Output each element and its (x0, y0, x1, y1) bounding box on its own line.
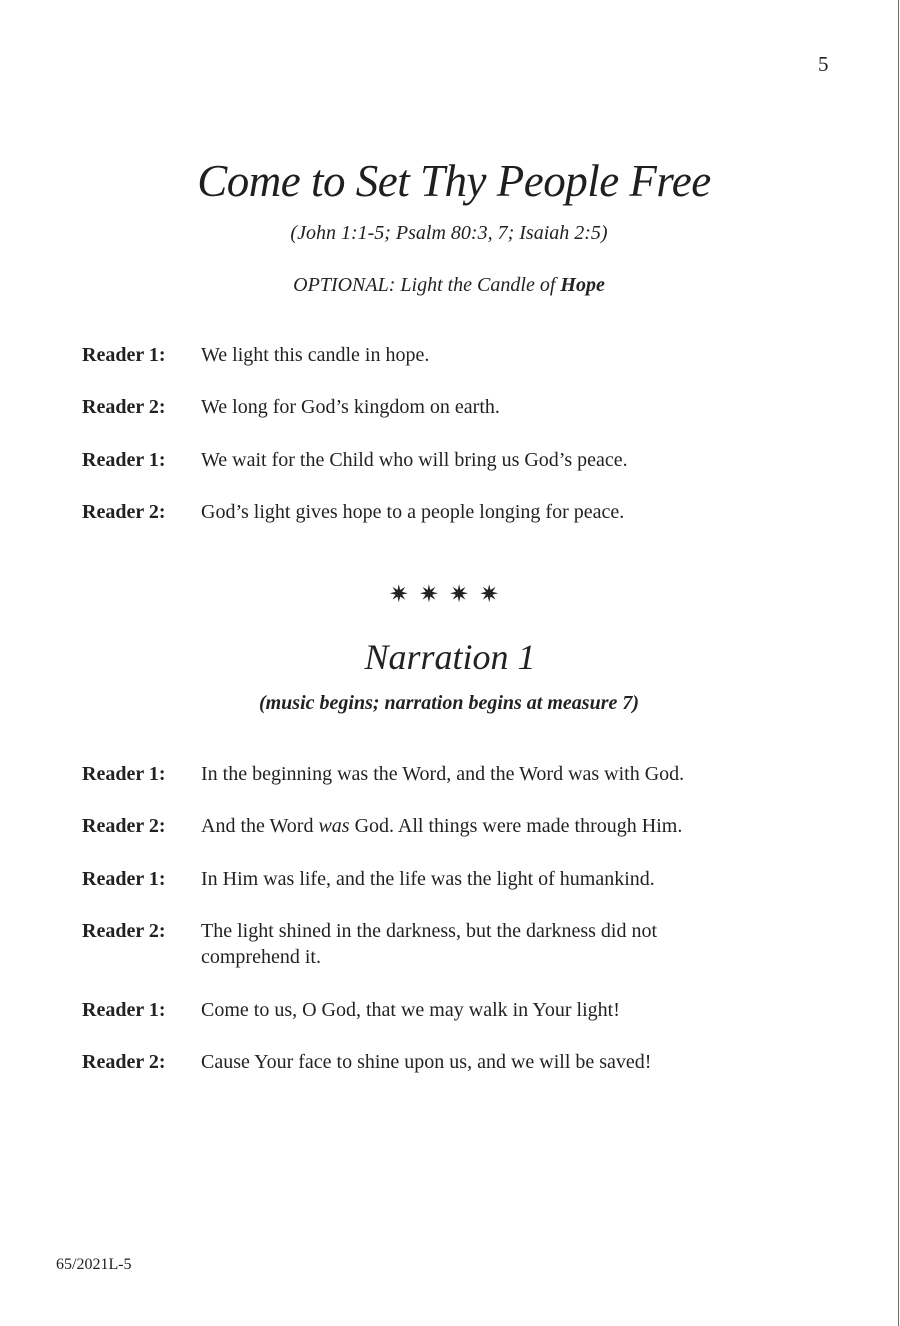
scripture-reference: (John 1:1-5; Psalm 80:3, 7; Isaiah 2:5) (290, 222, 608, 244)
speaker-label: Reader 1: (82, 999, 166, 1021)
speaker-label: Reader 2: (82, 1051, 166, 1073)
reading-text-part: God. All things were made through Him. (349, 815, 683, 837)
speaker-label: Reader 1: (82, 449, 166, 471)
reading-text: In the beginning was the Word, and the Word was with God. (201, 763, 685, 785)
reading-text: Cause Your face to shine upon us, and we will be saved! (201, 1051, 652, 1073)
speaker-label: Reader 1: (82, 868, 166, 890)
reading-text (201, 813, 761, 839)
reading-text-italic: was (318, 815, 350, 837)
speaker-label: Reader 2: (82, 501, 166, 523)
reading-text: The light shined in the darkness, but the darkness did not comprehend it. (201, 920, 658, 968)
reading-text: We wait for the Child who will bring us God’s peace. (201, 449, 628, 471)
reading-text: We light this candle in hope. (201, 344, 430, 366)
reading-text: Come to us, O God, that we may walk in Your light! (201, 999, 620, 1021)
reading-text: We long for God’s kingdom on earth. (201, 396, 500, 418)
speaker-label: Reader 1: (82, 763, 166, 785)
speaker-label: Reader 2: (82, 815, 166, 837)
section-divider-stars: ✷✷✷✷ (388, 582, 510, 608)
speaker-label: Reader 1: (82, 344, 166, 366)
reading-text: God’s light gives hope to a people longing for peace. (201, 501, 625, 523)
narration-title: Narration 1 (364, 637, 536, 677)
reading-text: In Him was life, and the life was the light of humankind. (201, 868, 655, 890)
optional-instruction-emphasis: Hope (560, 274, 605, 296)
page-number: 5 (818, 52, 829, 76)
footer-code: 65/2021L-5 (56, 1256, 132, 1273)
optional-instruction-prefix: OPTIONAL: Light the Candle of (293, 274, 561, 296)
narration-note: (music begins; narration begins at measure 7) (258, 692, 640, 714)
reading-text-part: And the Word (201, 815, 319, 837)
speaker-label: Reader 2: (82, 920, 166, 942)
page-title: Come to Set Thy People Free (197, 156, 711, 206)
speaker-label: Reader 2: (82, 396, 166, 418)
optional-instruction (0, 274, 898, 297)
